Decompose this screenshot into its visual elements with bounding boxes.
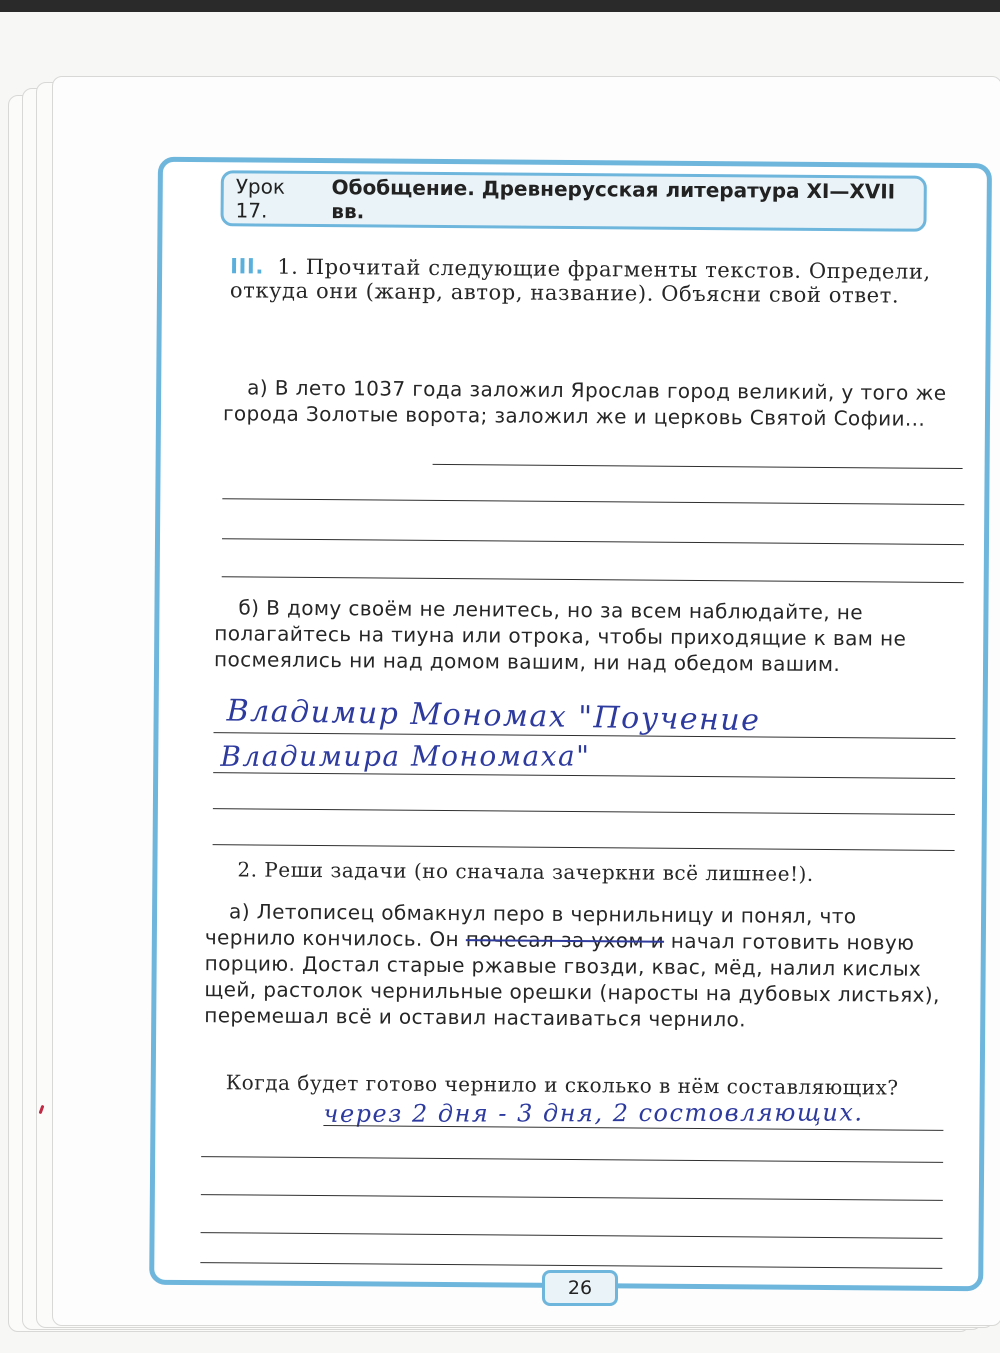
answer-line (201, 1156, 943, 1163)
answer-line (200, 1262, 942, 1269)
handwritten-answer-b-line1: Владимир Мономах "Поучение (226, 693, 761, 739)
fragment-b-text: б) В дому своём не ленитесь, но за всем наблюдайте, не полагайтесь на тиуна или отрока, чтобы приходящие к вам не посмеялись ни над домом вашим, ни над обедом вашим. (213, 595, 907, 677)
exercise-frame (149, 157, 992, 1292)
answer-line (222, 538, 964, 545)
answer-line (201, 1232, 943, 1239)
answer-line (213, 808, 955, 815)
task2-instruction: 2. Реши задачи (но сначала зачеркни всё лишнее!). (237, 857, 814, 886)
page-number: 26 (542, 1270, 618, 1306)
answer-line (213, 772, 955, 779)
task1-heading (230, 254, 968, 308)
task2-question-text: Когда будет готово чернило и сколько в нём составляющих? (225, 1070, 899, 1100)
handwritten-answer-task2: через 2 дня - 3 дня, 2 состовляющих. (323, 1098, 864, 1128)
answer-line (222, 576, 964, 583)
answer-line (213, 844, 955, 851)
task2-fragment-text-2: начал готовить новую порцию. Достал старые ржавые гвозди, квас, мёд, налил кислых щей, растолок чернильные орешки (наросты на дубовых листьях), перемешал всё и оставил настаиваться чернило. (204, 928, 940, 1032)
struck-out-text: почесал за ухом и (465, 927, 665, 953)
answer-line (201, 1194, 943, 1201)
fragment-a-text: а) В лето 1037 года заложил Ярослав город великий, у того же города Золотые ворота; заложил же и церковь Святой Софии... (222, 375, 947, 431)
section-number: III. (230, 254, 265, 279)
task2-fragment-text-1: а) Летописец обмакнул перо в чернильницу и понял, что чернило кончилось. Он (204, 899, 857, 952)
answer-line (222, 498, 964, 505)
lesson-title: Обобщение. Древнерусская литература XI—XVII вв. (331, 175, 896, 224)
fragment-b (214, 594, 960, 678)
fragment-a (223, 374, 968, 432)
scan-border-top (0, 0, 1000, 12)
lesson-header (220, 170, 926, 232)
handwritten-answer-b-line2: Владимира Мономаха" (220, 739, 591, 773)
lesson-number: Урок 17. (235, 174, 286, 223)
task2-question (202, 1070, 947, 1100)
task1-instruction: 1. Прочитай следующие фрагменты текстов. Определи, откуда они (жанр, автор, название). Объясни свой ответ. (229, 254, 931, 308)
answer-line (433, 464, 963, 469)
task2-fragment-a (204, 898, 950, 1034)
